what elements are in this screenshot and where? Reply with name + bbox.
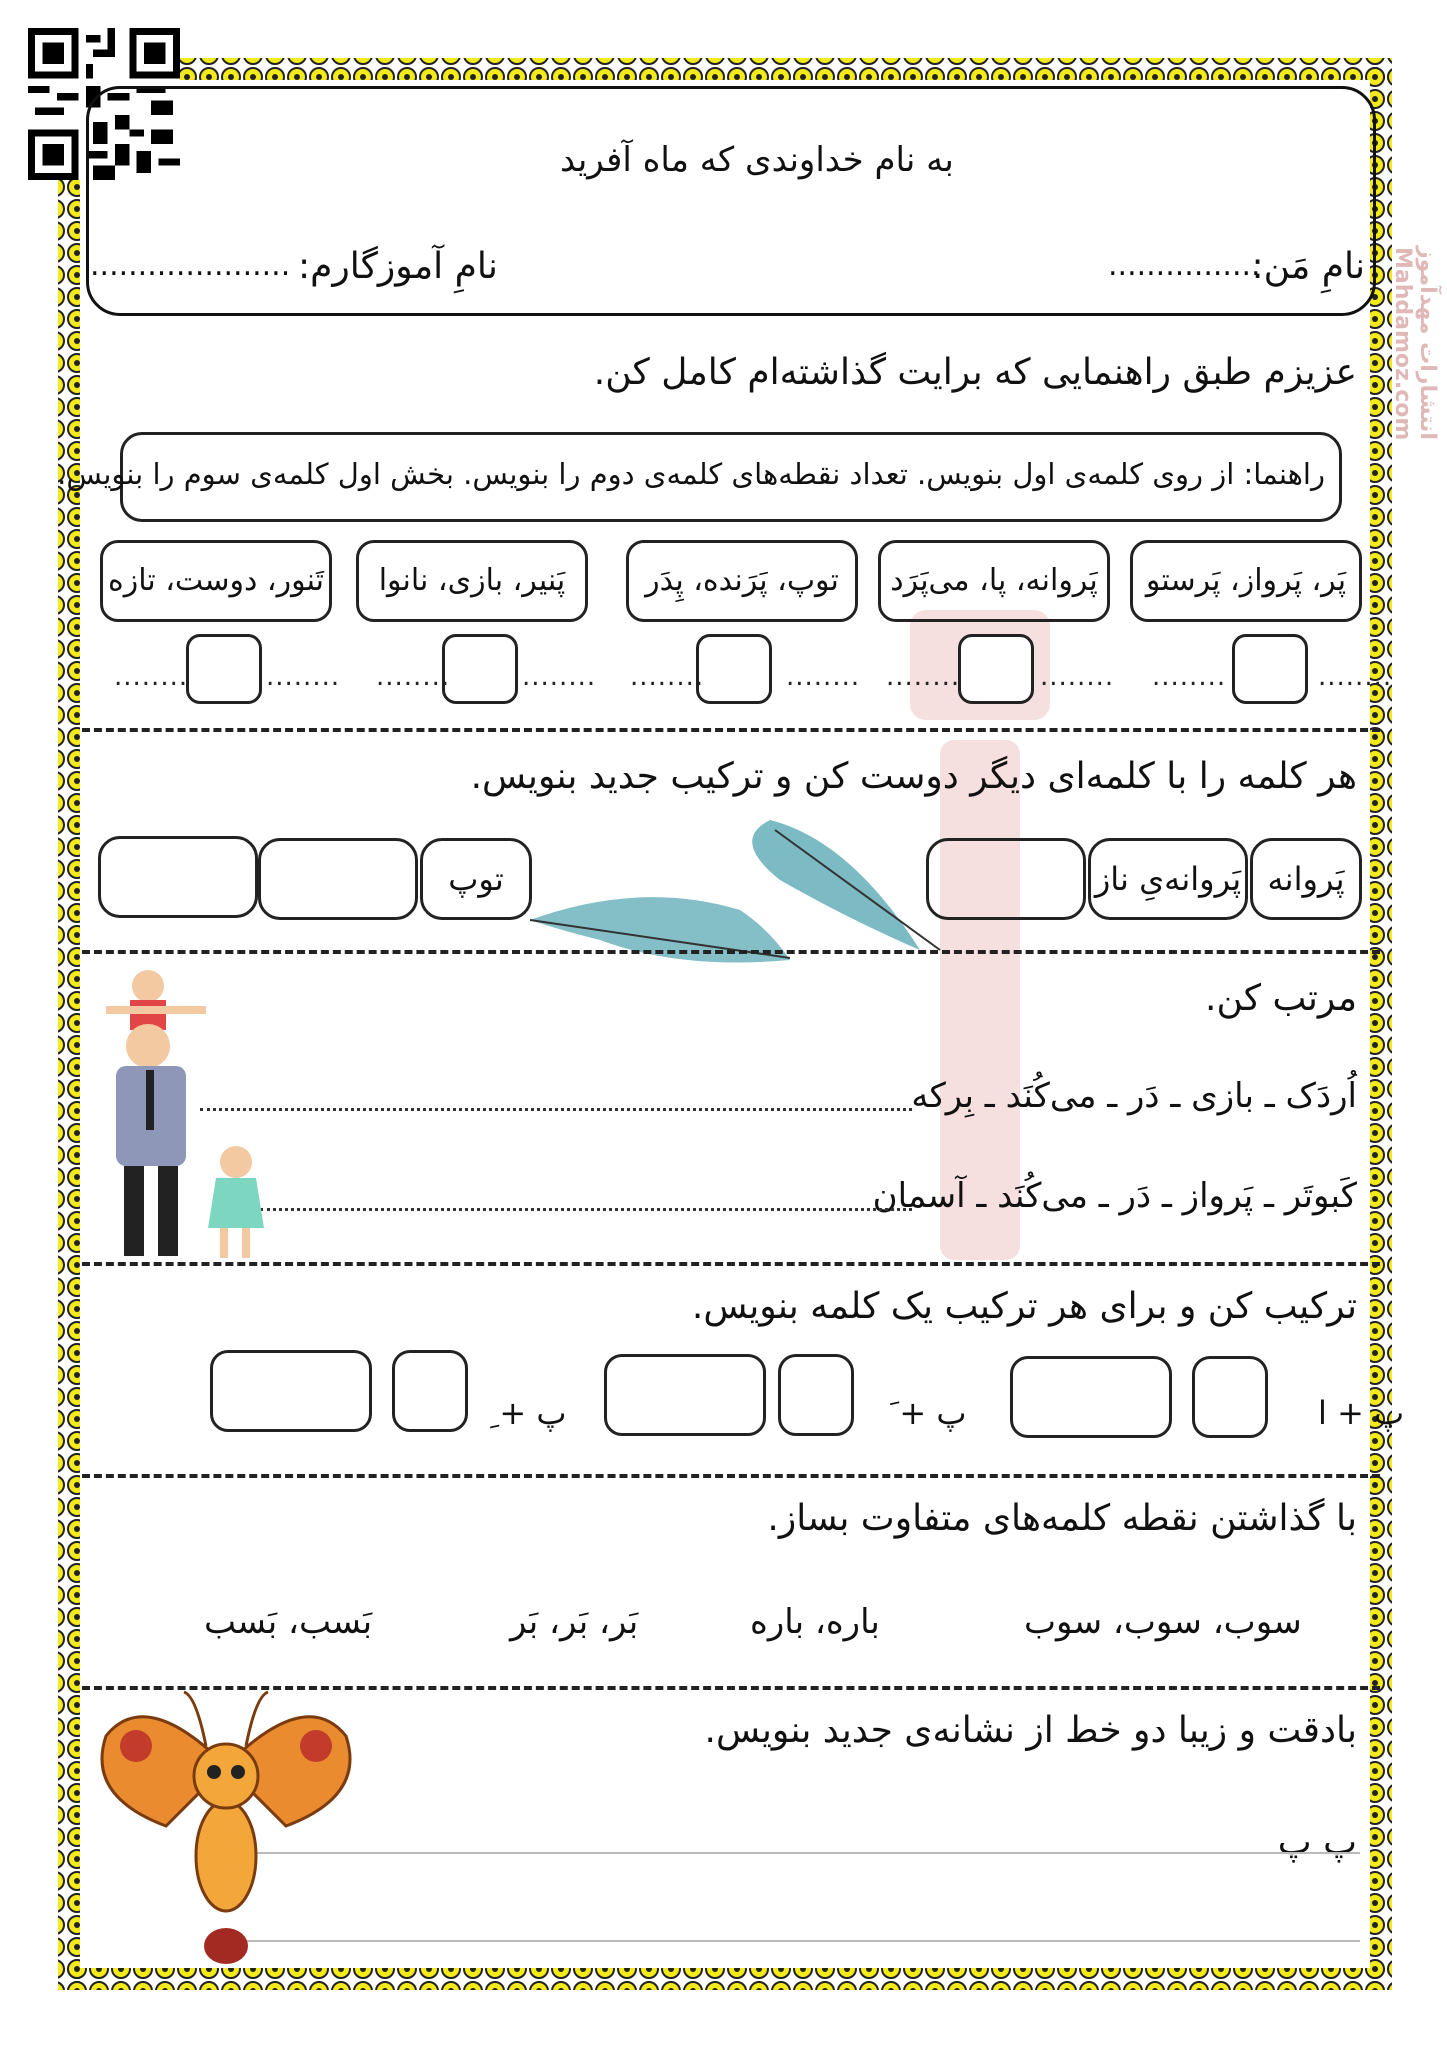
answer-box-1[interactable] <box>1232 634 1308 704</box>
combo-formula-2: پ + َ <box>890 1394 967 1432</box>
combo-formula-3: پ + ِ <box>490 1394 567 1432</box>
combine-word-box: توپ <box>420 838 532 920</box>
answer-dots[interactable]: ........ <box>786 662 861 692</box>
writing-sample: پ پ <box>1277 1822 1357 1863</box>
answer-box-3[interactable] <box>696 634 772 704</box>
answer-dots[interactable]: ........ <box>1040 662 1115 692</box>
section-divider <box>82 1474 1380 1478</box>
arrange-line-2: کَبوتَر ـ پَرواز ـ دَر ـ می‌کُنَد ـ آسمان <box>872 1176 1357 1216</box>
combine-word-box: پَروانه‌یِ ناز <box>1088 838 1248 920</box>
word-group-1: پَر، پَرواز، پَرستو <box>1130 540 1362 622</box>
combo-word-box-1[interactable] <box>1010 1356 1172 1438</box>
section6-instruction: بادقت و زیبا دو خط از نشانه‌ی جدید بنویس. <box>704 1710 1357 1751</box>
answer-box-2[interactable] <box>958 634 1034 704</box>
section-divider <box>82 950 1380 954</box>
word-group-4: پَنیر، بازی، نانوا <box>356 540 588 622</box>
dot-word-group-1: سوب، سوب، سوب <box>1024 1602 1302 1642</box>
page-title: به نام خداوندی که ماه آفرید <box>560 140 954 180</box>
butterfly-illustration <box>86 1676 366 1976</box>
dot-word-group-2: باره، باره <box>750 1602 880 1642</box>
my-name-label: نامِ مَن: <box>1251 246 1365 287</box>
word-group-3: توپ، پَرَنده، پِدَر <box>626 540 858 622</box>
writing-line-1[interactable] <box>210 1852 1360 1854</box>
feather-icon <box>520 800 960 1000</box>
answer-dots[interactable]: ........ <box>266 662 341 692</box>
answer-box-5[interactable] <box>186 634 262 704</box>
teacher-name-field[interactable]: ..................... <box>90 248 291 283</box>
word-group-5: تَنور، دوست، تازه <box>100 540 332 622</box>
section5-instruction: با گذاشتن نقطه کلمه‌های متفاوت بساز. <box>767 1498 1357 1539</box>
side-watermark: انتشارات مهدآموز Mahdamoz.com <box>1390 246 1440 440</box>
combo-word-box-2[interactable] <box>604 1354 766 1436</box>
answer-dots[interactable]: ........ <box>114 662 189 692</box>
section1-instruction: عزیزم طبق راهنمایی که برایت گذاشته‌ام کامل کن. <box>593 352 1357 393</box>
section2-instruction: هر کلمه را با کلمه‌ای دیگر دوست کن و ترکیب جدید بنویس. <box>470 756 1357 797</box>
father-daughter-illustration <box>86 966 276 1266</box>
combine-answer-box[interactable] <box>98 836 258 918</box>
combo-letter-box-1[interactable] <box>1192 1356 1268 1438</box>
answer-dots[interactable]: ........ <box>522 662 597 692</box>
section-divider <box>82 1262 1380 1266</box>
combo-formula-1: پ + ا <box>1318 1394 1405 1432</box>
combo-letter-box-2[interactable] <box>778 1354 854 1436</box>
section4-instruction: ترکیب کن و برای هر ترکیب یک کلمه بنویس. <box>691 1286 1357 1327</box>
section-divider <box>82 728 1380 732</box>
arrange-answer-line-1[interactable] <box>200 1108 912 1111</box>
answer-dots[interactable]: ........ <box>630 662 705 692</box>
teacher-name-label: نامِ آموزگارم: <box>298 246 498 287</box>
dot-word-group-3: بَر، بَر، بَر <box>510 1602 639 1642</box>
answer-dots[interactable]: ........ <box>886 662 961 692</box>
combine-answer-box[interactable] <box>258 838 418 920</box>
answer-box-4[interactable] <box>442 634 518 704</box>
combo-word-box-3[interactable] <box>210 1350 372 1432</box>
combine-word-box: پَروانه <box>1250 838 1362 920</box>
answer-dots[interactable]: ........ <box>1318 662 1393 692</box>
section3-instruction: مرتب کن. <box>1205 978 1357 1019</box>
combo-letter-box-3[interactable] <box>392 1350 468 1432</box>
guide-text: راهنما: از روی کلمه‌ی اول بنویس. تعداد نقطه‌های کلمه‌ی دوم را بنویس. بخش اول کلمه‌ی سوم را بنویس. <box>57 457 1325 491</box>
guide-box <box>57 432 1342 522</box>
writing-line-2[interactable] <box>210 1940 1360 1942</box>
word-group-2: پَروانه، پا، می‌پَرَد <box>878 540 1110 622</box>
my-name-field[interactable]: ................ <box>1108 248 1261 283</box>
dot-word-group-4: بَسب، بَسب <box>204 1602 373 1642</box>
answer-dots[interactable]: ........ <box>1152 662 1227 692</box>
answer-dots[interactable]: ........ <box>376 662 451 692</box>
arrange-answer-line-2[interactable] <box>260 1208 912 1211</box>
arrange-line-1: اُردَک ـ بازی ـ دَر ـ می‌کُنَد ـ بِرکه <box>911 1076 1357 1116</box>
